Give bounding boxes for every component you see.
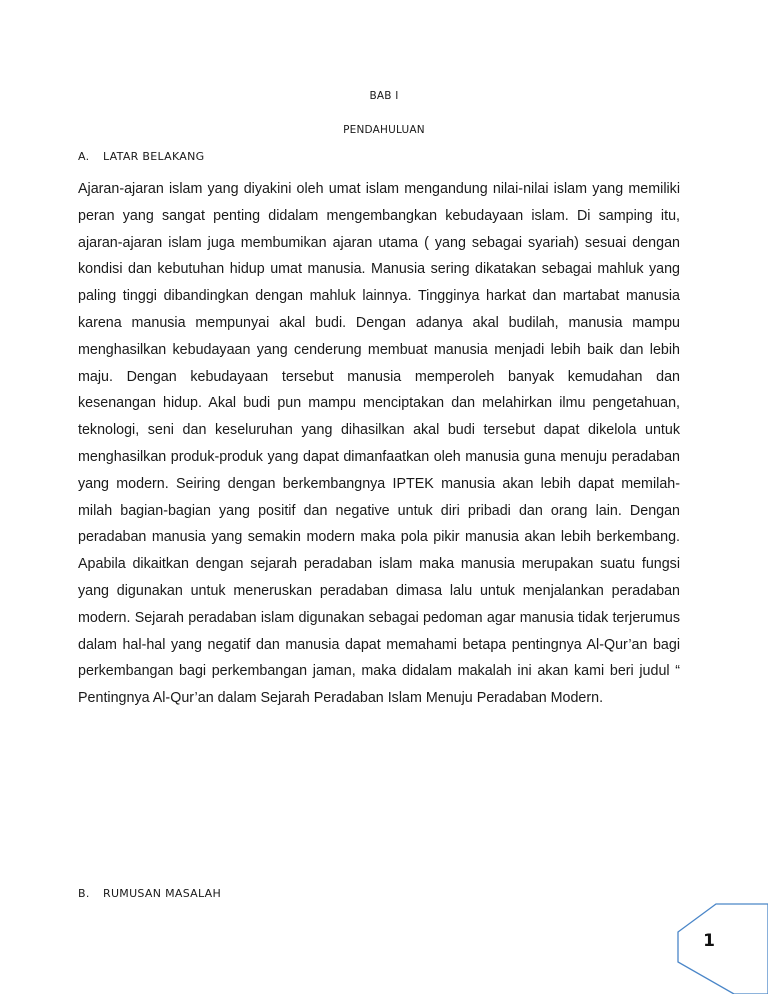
body-paragraph: Ajaran-ajaran islam yang diyakini oleh umat islam mengandung nilai-nilai islam yang memiliki peran yang sangat penting didalam mengembangkan kebudayaan islam. Di samping itu, ajaran-ajaran islam juga membumikan ajaran utama ( yang sebagai syariah) sesuai dengan kondisi dan kebutuhan hidup umat manusia. Manusia sering dikatakan sebagai mahluk yang paling tinggi dibandingkan dengan mahluk lainnya. Tingginya harkat dan martabat manusia karena manusia mempunyai akal budi. Dengan adanya akal budilah, manusia mampu menghasilkan kebudayaan yang cenderung membuat manusia menjadi lebih baik dan lebih maju. Dengan kebudayaan tersebut manusia memperoleh banyak kemudahan dan kesenangan hidup. Akal budi pun mampu menciptakan dan melahirkan ilmu pengetahuan, teknologi, seni dan keseluruhan yang dihasilkan akal budi tersebut dapat dikelola untuk menghasilkan produk-produk yang dapat dimanfaatkan oleh manusia guna menuju peradaban yang modern. Seiring dengan berkembangnya IPTEK manusia akan lebih dapat memilah-milah bagian-bagian yang positif dan negative untuk diri pribadi dan orang lain. Dengan peradaban manusia yang semakin modern maka pola pikir manusia akan lebih berkembang. Apabila dikaitkan dengan sejarah peradaban islam maka manusia merupakan suatu fungsi yang digunakan untuk meneruskan peradaban dimasa lalu untuk menjalankan peradaban modern. Sejarah peradaban islam digunakan sebagai pedoman agar manusia tidak terjerumus dalam hal-hal yang negatif dan manusia dapat memahami betapa pentingnya Al-Qur’an bagi perkembangan bagi perkembangan jaman, maka didalam makalah ini akan kami beri judul “ Pentingnya Al-Qur’an dalam Sejarah Peradaban Islam Menuju Peradaban Modern. <box>78 181 680 707</box>
chapter-label <box>0 90 768 102</box>
chapter-label-text: BAB I <box>369 90 399 102</box>
section-number: A. <box>78 150 90 163</box>
section-title: LATAR BELAKANG <box>103 150 205 163</box>
section-heading-latar-belakang <box>78 150 204 163</box>
section-title: RUMUSAN MASALAH <box>103 887 222 900</box>
chapter-title-text: PENDAHULUAN <box>343 124 425 136</box>
section-heading-rumusan-masalah <box>78 887 221 900</box>
page-number: 1 <box>703 931 715 951</box>
chapter-title <box>0 124 768 136</box>
section-number: B. <box>78 887 90 900</box>
